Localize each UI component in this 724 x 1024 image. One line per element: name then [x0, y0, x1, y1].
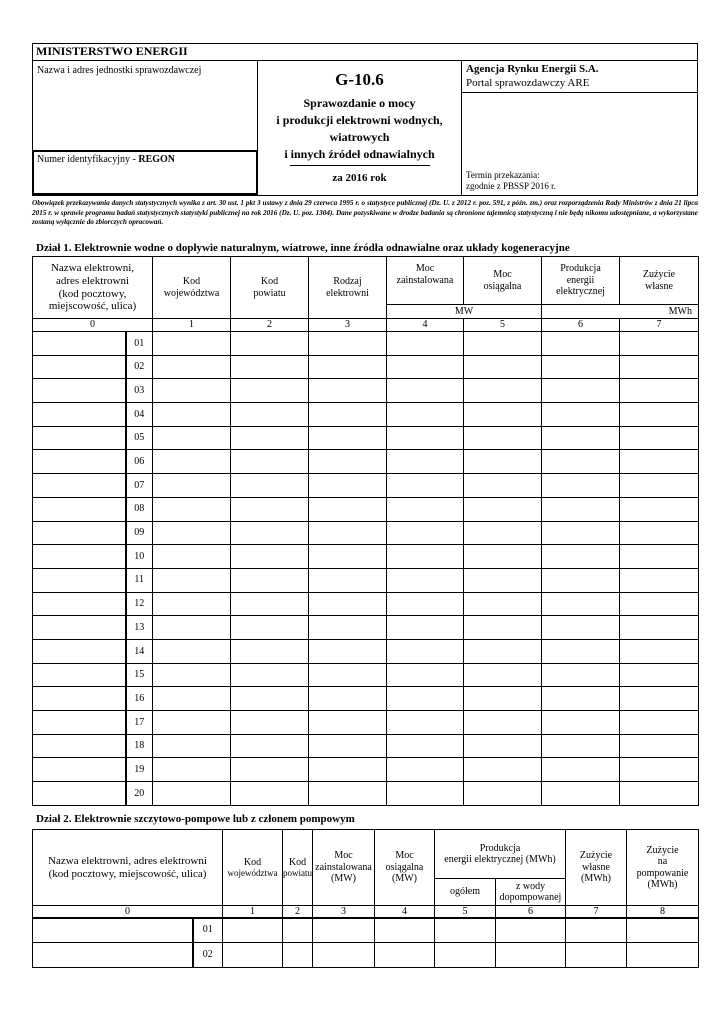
s2-value-cell[interactable] [223, 918, 283, 943]
s1-value-cell[interactable] [387, 355, 464, 379]
s1-value-cell[interactable] [309, 663, 387, 687]
s1-value-cell[interactable] [464, 568, 542, 592]
s1-value-cell[interactable] [387, 568, 464, 592]
s1-value-cell[interactable] [231, 639, 309, 663]
deadline: Termin przekazania: zgodnie z PBSSP 2016 r. [466, 170, 556, 191]
s1-col-achievable-capacity: Moc osiągalna [464, 257, 542, 305]
s1-value-cell[interactable] [309, 403, 387, 427]
s1-value-cell[interactable] [153, 711, 231, 735]
table-row [33, 592, 699, 616]
s1-value-cell[interactable] [464, 545, 542, 569]
s1-colnum-5: 5 [464, 319, 542, 332]
s1-value-cell[interactable] [464, 450, 542, 474]
s1-value-cell[interactable] [231, 568, 309, 592]
s1-colnum-6: 6 [542, 319, 620, 332]
s1-value-cell[interactable] [464, 403, 542, 427]
s1-value-cell[interactable] [309, 782, 387, 806]
s1-value-cell[interactable] [309, 711, 387, 735]
s1-value-cell[interactable] [620, 758, 699, 782]
s1-row-number: 12 [126, 592, 153, 616]
s1-value-cell[interactable] [153, 639, 231, 663]
s1-value-cell[interactable] [309, 497, 387, 521]
s1-name-cell[interactable] [33, 355, 126, 379]
s2-value-cell[interactable] [627, 918, 699, 943]
section2-title: Dział 2. Elektrownie szczytowo-pompowe lub z członem pompowym [36, 813, 355, 825]
s1-row-number: 19 [126, 758, 153, 782]
s1-value-cell[interactable] [542, 403, 620, 427]
s1-value-cell[interactable] [620, 663, 699, 687]
s1-value-cell[interactable] [153, 332, 231, 356]
s1-value-cell[interactable] [387, 711, 464, 735]
s1-row-number: 08 [126, 497, 153, 521]
s1-col-name: Nazwa elektrowni, adres elektrowni (kod pocztowy, miejscowość, ulica) [33, 257, 153, 319]
s2-col-county: Kod powiatu [283, 830, 313, 906]
s1-value-cell[interactable] [231, 782, 309, 806]
s1-value-cell[interactable] [542, 639, 620, 663]
report-year: za 2016 rok [332, 172, 387, 184]
s1-value-cell[interactable] [309, 734, 387, 758]
s2-value-cell[interactable] [283, 918, 313, 943]
s1-value-cell[interactable] [387, 639, 464, 663]
s1-value-cell[interactable] [231, 426, 309, 450]
s1-value-cell[interactable] [542, 687, 620, 711]
s1-name-cell[interactable] [33, 616, 126, 640]
s1-value-cell[interactable] [620, 403, 699, 427]
s1-value-cell[interactable] [542, 497, 620, 521]
table-row [33, 568, 699, 592]
s1-value-cell[interactable] [153, 687, 231, 711]
s2-col-voivodeship: Kod województwa [223, 830, 283, 906]
s1-name-cell[interactable] [33, 545, 126, 569]
s1-col-county: Kod powiatu [231, 257, 309, 319]
s1-value-cell[interactable] [620, 355, 699, 379]
s1-row-number: 10 [126, 545, 153, 569]
s1-value-cell[interactable] [309, 687, 387, 711]
s1-value-cell[interactable] [309, 332, 387, 356]
s1-value-cell[interactable] [387, 426, 464, 450]
s2-col-own-use: Zużycie własne (MWh) [566, 830, 627, 906]
s1-value-cell[interactable] [542, 592, 620, 616]
s1-name-cell[interactable] [33, 379, 126, 403]
s1-value-cell[interactable] [309, 474, 387, 498]
s1-value-cell[interactable] [542, 379, 620, 403]
s1-value-cell[interactable] [620, 687, 699, 711]
s2-colnum-6: 6 [496, 906, 566, 919]
table-row [33, 758, 699, 782]
section1-data-table [32, 331, 699, 806]
s2-col-name: Nazwa elektrowni, adres elektrowni (kod pocztowy, miejscowość, ulica) [33, 830, 223, 906]
s1-value-cell[interactable] [387, 782, 464, 806]
s1-value-cell[interactable] [464, 332, 542, 356]
s1-value-cell[interactable] [153, 758, 231, 782]
s1-value-cell[interactable] [464, 379, 542, 403]
s1-value-cell[interactable] [464, 758, 542, 782]
s1-value-cell[interactable] [620, 592, 699, 616]
s2-value-cell[interactable] [627, 943, 699, 968]
form-title: Sprawozdanie o mocy i produkcji elektrowni wodnych, wiatrowych i innych źródeł odnawialnych [276, 96, 443, 161]
table-row [33, 403, 699, 427]
s1-value-cell[interactable] [464, 497, 542, 521]
s1-value-cell[interactable] [464, 734, 542, 758]
s1-colnum-7: 7 [620, 319, 699, 332]
s1-row-number: 14 [126, 639, 153, 663]
s1-value-cell[interactable] [620, 734, 699, 758]
form-code: G-10.6 [335, 70, 384, 89]
section2-header-table [32, 829, 699, 919]
s2-col-achievable-capacity: Moc osiągalna (MW) [375, 830, 435, 906]
s1-colnum-2: 2 [231, 319, 309, 332]
s1-value-cell[interactable] [309, 616, 387, 640]
s1-value-cell[interactable] [309, 639, 387, 663]
s1-name-cell[interactable] [33, 639, 126, 663]
s1-value-cell[interactable] [153, 568, 231, 592]
s2-value-cell[interactable] [375, 943, 435, 968]
s2-colnum-4: 4 [375, 906, 435, 919]
s1-col-installed-capacity: Moc zainstalowana [387, 257, 464, 305]
s1-value-cell[interactable] [620, 450, 699, 474]
s2-value-cell[interactable] [566, 918, 627, 943]
entity-field[interactable] [33, 78, 256, 148]
s2-value-cell[interactable] [566, 943, 627, 968]
s1-value-cell[interactable] [620, 568, 699, 592]
s1-col-own-use: Zużycie własne [620, 257, 699, 305]
s1-name-cell[interactable] [33, 687, 126, 711]
s1-value-cell[interactable] [153, 545, 231, 569]
s2-colnum-5: 5 [435, 906, 496, 919]
s1-name-cell[interactable] [33, 734, 126, 758]
s1-row-number: 15 [126, 663, 153, 687]
s2-value-cell[interactable] [496, 918, 566, 943]
s1-value-cell[interactable] [153, 734, 231, 758]
s2-name-cell[interactable] [33, 918, 193, 943]
s1-value-cell[interactable] [542, 474, 620, 498]
s1-value-cell[interactable] [387, 545, 464, 569]
s1-row-number: 16 [126, 687, 153, 711]
s1-value-cell[interactable] [153, 474, 231, 498]
s1-value-cell[interactable] [542, 332, 620, 356]
s1-value-cell[interactable] [153, 379, 231, 403]
s1-name-cell[interactable] [33, 403, 126, 427]
s2-colnum-1: 1 [223, 906, 283, 919]
s1-value-cell[interactable] [387, 332, 464, 356]
s1-value-cell[interactable] [620, 497, 699, 521]
s1-value-cell[interactable] [620, 332, 699, 356]
s1-value-cell[interactable] [309, 545, 387, 569]
s1-value-cell[interactable] [309, 450, 387, 474]
header-divider-right [461, 60, 462, 196]
s1-name-cell[interactable] [33, 758, 126, 782]
s1-value-cell[interactable] [387, 663, 464, 687]
s1-value-cell[interactable] [153, 521, 231, 545]
s1-unit-mwh: MWh [542, 305, 699, 319]
s1-value-cell[interactable] [387, 379, 464, 403]
s1-row-number: 11 [126, 568, 153, 592]
s1-value-cell[interactable] [620, 521, 699, 545]
s1-value-cell[interactable] [542, 450, 620, 474]
s1-row-number: 06 [126, 450, 153, 474]
s1-value-cell[interactable] [231, 474, 309, 498]
s1-value-cell[interactable] [620, 426, 699, 450]
table-row [33, 616, 699, 640]
s2-colnum-8: 8 [627, 906, 699, 919]
s1-value-cell[interactable] [542, 545, 620, 569]
s1-value-cell[interactable] [231, 734, 309, 758]
legal-note: Obowiązek przekazywania danych statystycznych wynika z art. 30 ust. 1 pkt 3 ustawy z dnia 29 czerwca 1995 r. o statystyce publicznej (Dz. U. z 2012 r. poz. 591, z późn. zm.) oraz rozporządzenia Rady Ministrów z dnia 21 lipca 2015 r. w sprawie programu badań statystycznych statystyki publicznej na rok 2016 (Dz. U. poz. 1304). Dane pozyskiwane w drodze badania są chronione tajemnicą statystyczną i nie będą nikomu udostępniane, a wykorzystane zostaną wyłącznie do zbiorczych opracowań. [32, 199, 698, 226]
table-row [33, 521, 699, 545]
s1-value-cell[interactable] [231, 687, 309, 711]
s1-value-cell[interactable] [542, 616, 620, 640]
s1-value-cell[interactable] [387, 734, 464, 758]
s1-value-cell[interactable] [620, 782, 699, 806]
s1-value-cell[interactable] [153, 497, 231, 521]
s1-value-cell[interactable] [542, 426, 620, 450]
s2-colnum-0: 0 [33, 906, 223, 919]
table-row [33, 711, 699, 735]
s1-col-production: Produkcja energii elektrycznej [542, 257, 620, 305]
table-row [33, 426, 699, 450]
s1-value-cell[interactable] [542, 734, 620, 758]
s1-colnum-3: 3 [309, 319, 387, 332]
s1-row-number: 05 [126, 426, 153, 450]
s1-value-cell[interactable] [464, 663, 542, 687]
s1-value-cell[interactable] [542, 782, 620, 806]
s2-colnum-3: 3 [313, 906, 375, 919]
s1-row-number: 13 [126, 616, 153, 640]
table-row [33, 687, 699, 711]
s1-value-cell[interactable] [387, 474, 464, 498]
s1-value-cell[interactable] [464, 592, 542, 616]
table-row [33, 379, 699, 403]
s1-value-cell[interactable] [387, 450, 464, 474]
table-row [33, 545, 699, 569]
s1-name-cell[interactable] [33, 497, 126, 521]
s2-colnum-2: 2 [283, 906, 313, 919]
table-row [33, 450, 699, 474]
s2-value-cell[interactable] [496, 943, 566, 968]
s1-value-cell[interactable] [231, 521, 309, 545]
s1-value-cell[interactable] [464, 521, 542, 545]
s1-value-cell[interactable] [387, 592, 464, 616]
s1-name-cell[interactable] [33, 782, 126, 806]
header-divider [32, 60, 698, 61]
s1-row-number: 18 [126, 734, 153, 758]
s2-row-number: 02 [193, 943, 223, 968]
table-row [33, 918, 699, 943]
s2-value-cell[interactable] [435, 918, 496, 943]
table-row [33, 734, 699, 758]
s1-colnum-1: 1 [153, 319, 231, 332]
s1-row-number: 20 [126, 782, 153, 806]
s1-value-cell[interactable] [620, 639, 699, 663]
s2-value-cell[interactable] [283, 943, 313, 968]
s1-name-cell[interactable] [33, 332, 126, 356]
s1-name-cell[interactable] [33, 663, 126, 687]
s1-row-number: 07 [126, 474, 153, 498]
s1-value-cell[interactable] [231, 450, 309, 474]
s1-row-number: 09 [126, 521, 153, 545]
s2-name-cell[interactable] [33, 943, 193, 968]
s1-value-cell[interactable] [542, 758, 620, 782]
table-row [33, 943, 699, 968]
s2-value-cell[interactable] [223, 943, 283, 968]
s1-value-cell[interactable] [387, 758, 464, 782]
s1-value-cell[interactable] [464, 711, 542, 735]
s1-value-cell[interactable] [231, 332, 309, 356]
s1-value-cell[interactable] [620, 474, 699, 498]
table-row [33, 663, 699, 687]
s1-row-number: 03 [126, 379, 153, 403]
s1-row-number: 17 [126, 711, 153, 735]
s1-row-number: 01 [126, 332, 153, 356]
entity-label: Nazwa i adres jednostki sprawozdawczej [37, 65, 202, 76]
s1-value-cell[interactable] [464, 616, 542, 640]
s1-value-cell[interactable] [231, 379, 309, 403]
s1-value-cell[interactable] [231, 758, 309, 782]
s1-value-cell[interactable] [620, 379, 699, 403]
table-row [33, 639, 699, 663]
s1-value-cell[interactable] [464, 355, 542, 379]
s1-name-cell[interactable] [33, 711, 126, 735]
s1-value-cell[interactable] [231, 497, 309, 521]
agency-portal: Portal sprawozdawczy ARE [466, 77, 590, 89]
s1-value-cell[interactable] [153, 426, 231, 450]
agency-name: Agencja Rynku Energii S.A. [466, 63, 599, 75]
s2-row-number: 01 [193, 918, 223, 943]
s1-value-cell[interactable] [387, 403, 464, 427]
s1-value-cell[interactable] [387, 521, 464, 545]
s1-value-cell[interactable] [542, 355, 620, 379]
s1-value-cell[interactable] [231, 403, 309, 427]
s2-value-cell[interactable] [375, 918, 435, 943]
s1-value-cell[interactable] [542, 663, 620, 687]
section1-header-table [32, 256, 699, 332]
s1-name-cell[interactable] [33, 474, 126, 498]
s1-value-cell[interactable] [387, 687, 464, 711]
s1-colnum-4: 4 [387, 319, 464, 332]
s1-colnum-0: 0 [33, 319, 153, 332]
s1-value-cell[interactable] [153, 355, 231, 379]
s1-value-cell[interactable] [309, 758, 387, 782]
s1-name-cell[interactable] [33, 592, 126, 616]
table-row [33, 497, 699, 521]
s1-value-cell[interactable] [542, 568, 620, 592]
s2-col-production-total: ogółem [435, 879, 496, 906]
s1-value-cell[interactable] [231, 616, 309, 640]
s1-value-cell[interactable] [464, 639, 542, 663]
section1-title: Dział 1. Elektrownie wodne o dopływie naturalnym, wiatrowe, inne źródła odnawialne oraz układy kogeneracyjne [36, 242, 570, 254]
s1-value-cell[interactable] [464, 782, 542, 806]
s1-value-cell[interactable] [231, 663, 309, 687]
s1-value-cell[interactable] [387, 616, 464, 640]
s1-value-cell[interactable] [620, 545, 699, 569]
s1-value-cell[interactable] [620, 616, 699, 640]
s1-value-cell[interactable] [620, 711, 699, 735]
s1-value-cell[interactable] [309, 521, 387, 545]
s2-col-production-pumped: z wody dopompowanej [496, 879, 566, 906]
s1-value-cell[interactable] [387, 497, 464, 521]
s2-value-cell[interactable] [313, 918, 375, 943]
ministry-name: MINISTERSTWO ENERGII [36, 44, 188, 58]
s2-col-pumping-use: Zużycie na pompowanie (MWh) [627, 830, 699, 906]
section2-data-table [32, 917, 699, 968]
s1-value-cell[interactable] [464, 474, 542, 498]
s2-colnum-7: 7 [566, 906, 627, 919]
s2-value-cell[interactable] [435, 943, 496, 968]
regon-label: Numer identyfikacyjny - REGON [37, 154, 176, 165]
s1-value-cell[interactable] [153, 403, 231, 427]
s1-value-cell[interactable] [231, 711, 309, 735]
s1-value-cell[interactable] [309, 355, 387, 379]
s1-value-cell[interactable] [542, 521, 620, 545]
table-row [33, 782, 699, 806]
s1-value-cell[interactable] [309, 379, 387, 403]
agency-divider [461, 92, 698, 93]
s1-name-cell[interactable] [33, 521, 126, 545]
s1-value-cell[interactable] [231, 592, 309, 616]
s1-value-cell[interactable] [153, 782, 231, 806]
s1-value-cell[interactable] [464, 687, 542, 711]
s1-value-cell[interactable] [542, 711, 620, 735]
s1-col-voivodeship: Kod województwa [153, 257, 231, 319]
s1-value-cell[interactable] [309, 592, 387, 616]
s2-col-production: Produkcja energii elektrycznej (MWh) [435, 830, 566, 879]
s1-value-cell[interactable] [231, 545, 309, 569]
s1-value-cell[interactable] [309, 426, 387, 450]
table-row [33, 474, 699, 498]
s1-value-cell[interactable] [309, 568, 387, 592]
s2-value-cell[interactable] [313, 943, 375, 968]
s1-value-cell[interactable] [153, 592, 231, 616]
s1-name-cell[interactable] [33, 450, 126, 474]
s1-row-number: 04 [126, 403, 153, 427]
s1-row-number: 02 [126, 355, 153, 379]
s1-value-cell[interactable] [153, 616, 231, 640]
s1-value-cell[interactable] [231, 355, 309, 379]
s1-value-cell[interactable] [153, 450, 231, 474]
s1-value-cell[interactable] [153, 663, 231, 687]
s1-value-cell[interactable] [464, 426, 542, 450]
s2-col-installed-capacity: Moc zainstalowana (MW) [313, 830, 375, 906]
s1-name-cell[interactable] [33, 426, 126, 450]
title-separator [290, 165, 430, 166]
table-row [33, 355, 699, 379]
s1-name-cell[interactable] [33, 568, 126, 592]
s1-col-type: Rodzaj elektrowni [309, 257, 387, 319]
table-row [33, 332, 699, 356]
s1-unit-mw: MW [387, 305, 542, 319]
